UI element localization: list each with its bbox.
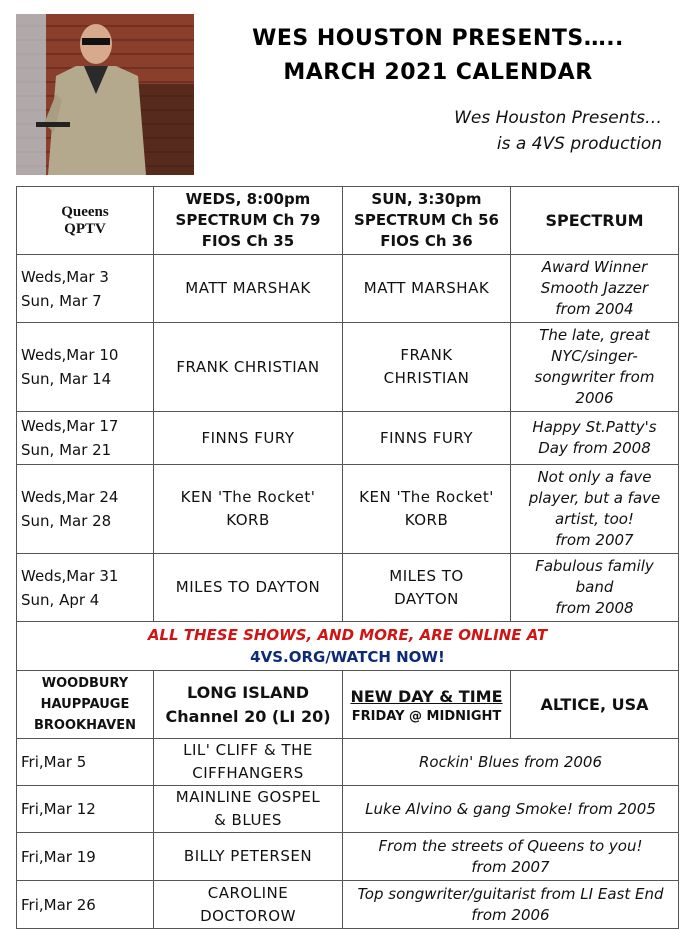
sun-show: MILES TO DAYTON — [343, 554, 511, 622]
row-dates — [17, 554, 154, 622]
blurb-line: Luke Alvino & gang Smoke! from 2005 — [365, 799, 656, 818]
qptv-weds-slot — [154, 187, 343, 255]
banner-line1: ALL THESE SHOWS, AND MORE, ARE ONLINE AT — [147, 626, 548, 644]
blurb-line: Not only a fave — [537, 468, 652, 486]
page-subtitle: MARCH 2021 CALENDAR — [283, 60, 593, 85]
li-provider: ALTICE, USA — [511, 671, 679, 739]
weds-show: FRANK CHRISTIAN — [154, 323, 343, 412]
row-date: Fri,Mar 19 — [17, 833, 154, 881]
weds-date: Weds,Mar 24 — [21, 488, 119, 506]
online-banner-row — [17, 622, 679, 671]
li-channel-number: Channel 20 (LI 20) — [165, 706, 331, 726]
show-blurb — [511, 255, 679, 323]
show-blurb — [511, 554, 679, 622]
blurb-line: Award Winner — [541, 258, 648, 276]
table-row — [17, 412, 679, 465]
qptv-sun-slot — [343, 187, 511, 255]
page-title: WES HOUSTON PRESENTS….. — [252, 26, 624, 51]
blurb-line: from 2008 — [555, 599, 634, 617]
blurb-line: player, but a fave — [528, 489, 661, 507]
qptv-label — [17, 187, 154, 255]
table-row — [17, 323, 679, 412]
li-friday-midnight: FRIDAY @ MIDNIGHT — [351, 709, 502, 724]
show-blurb — [511, 323, 679, 412]
host-photo — [16, 14, 194, 175]
online-banner — [17, 622, 679, 671]
town-hauppauge: HAUPPAUGE — [40, 697, 130, 712]
li-show-blurb — [343, 881, 679, 929]
host-photo-illustration — [16, 14, 194, 175]
sun-show: FRANK CHRISTIAN — [343, 323, 511, 412]
qptv-label-line1: Queens — [61, 203, 109, 220]
blurb-line: Smooth Jazzer — [540, 279, 649, 297]
blurb-line: from 2007 — [555, 531, 634, 549]
weds-spectrum-channel: SPECTRUM Ch 79 — [175, 211, 321, 229]
row-dates — [17, 412, 154, 465]
li-show-blurb — [343, 786, 679, 833]
qptv-label-line2: QPTV — [64, 220, 106, 237]
sun-show: MATT MARSHAK — [343, 255, 511, 323]
row-date: Fri,Mar 5 — [17, 739, 154, 786]
weds-time: WEDS, 8:00pm — [185, 190, 311, 208]
li-show: LIL' CLIFF & THE CIFFHANGERS — [154, 739, 343, 786]
sun-show: KEN 'The Rocket' KORB — [343, 465, 511, 554]
row-dates — [17, 255, 154, 323]
banner-link[interactable]: 4VS.ORG/WATCH NOW! — [250, 648, 445, 666]
blurb-line: NYC/singer- — [551, 347, 638, 365]
tagline-line2: is a 4VS production — [496, 134, 662, 154]
row-date: Fri,Mar 12 — [17, 786, 154, 833]
blurb-line: Happy St.Patty's — [532, 418, 657, 436]
sun-fios-channel: FIOS Ch 36 — [380, 232, 473, 250]
blurb-line: from 2004 — [555, 300, 634, 318]
weds-show: FINNS FURY — [154, 412, 343, 465]
li-show: BILLY PETERSEN — [154, 833, 343, 881]
li-schedule — [343, 671, 511, 739]
li-show: MAINLINE GOSPEL & BLUES — [154, 786, 343, 833]
blurb-line: from 2006 — [471, 905, 550, 924]
weds-fios-channel: FIOS Ch 35 — [201, 232, 295, 250]
blurb-line: band — [575, 578, 614, 596]
blurb-line: Rockin' Blues from 2006 — [418, 752, 603, 771]
weds-date: Weds,Mar 31 — [21, 566, 119, 585]
blurb-line: Top songwriter/guitarist from LI East End — [357, 884, 664, 903]
li-new-day-time: NEW DAY & TIME — [350, 687, 503, 706]
blurb-line: From the streets of Queens to you! — [378, 836, 643, 855]
table-row — [17, 554, 679, 622]
table-row — [17, 881, 679, 929]
li-towns — [17, 671, 154, 739]
sun-spectrum-channel: SPECTRUM Ch 56 — [354, 211, 499, 229]
weds-date: Weds,Mar 3 — [21, 267, 109, 286]
weds-show: MILES TO DAYTON — [154, 554, 343, 622]
table-row — [17, 739, 679, 786]
sun-date: Sun, Mar 7 — [21, 291, 102, 310]
li-show: CAROLINE DOCTOROW — [154, 881, 343, 929]
blurb-line: songwriter from — [534, 368, 655, 386]
blurb-line: 2006 — [575, 389, 614, 407]
sun-date: Sun, Mar 28 — [21, 512, 112, 530]
tagline-line1: Wes Houston Presents… — [454, 108, 662, 128]
show-blurb — [511, 412, 679, 465]
sun-time: SUN, 3:30pm — [371, 190, 482, 208]
sun-date: Sun, Apr 4 — [21, 590, 100, 609]
li-header-row — [17, 671, 679, 739]
li-show-blurb — [343, 739, 679, 786]
row-date: Fri,Mar 26 — [17, 881, 154, 929]
weds-show: MATT MARSHAK — [154, 255, 343, 323]
sun-date: Sun, Mar 21 — [21, 441, 112, 459]
show-blurb — [511, 465, 679, 554]
table-row — [17, 786, 679, 833]
header — [198, 14, 678, 175]
table-row — [17, 465, 679, 554]
blurb-line: from 2007 — [471, 857, 550, 876]
li-channel-name: LONG ISLAND — [186, 682, 310, 702]
li-show-blurb — [343, 833, 679, 881]
weds-date: Weds,Mar 17 — [21, 417, 119, 435]
weds-date: Weds,Mar 10 — [21, 346, 119, 364]
blurb-line: Day from 2008 — [538, 439, 651, 457]
li-channel — [154, 671, 343, 739]
sun-date: Sun, Mar 14 — [21, 370, 112, 388]
blurb-line: artist, too! — [555, 510, 634, 528]
table-row — [17, 255, 679, 323]
schedule-table — [16, 186, 679, 929]
qptv-provider: SPECTRUM — [511, 187, 679, 255]
blurb-line: Fabulous family — [535, 557, 654, 575]
blurb-line: The late, great — [539, 326, 650, 344]
qptv-header-row — [17, 187, 679, 255]
town-brookhaven: BROOKHAVEN — [34, 718, 136, 733]
row-dates — [17, 323, 154, 412]
table-row — [17, 833, 679, 881]
weds-show: KEN 'The Rocket' KORB — [154, 465, 343, 554]
sun-show: FINNS FURY — [343, 412, 511, 465]
town-woodbury: WOODBURY — [41, 676, 129, 691]
row-dates — [17, 465, 154, 554]
